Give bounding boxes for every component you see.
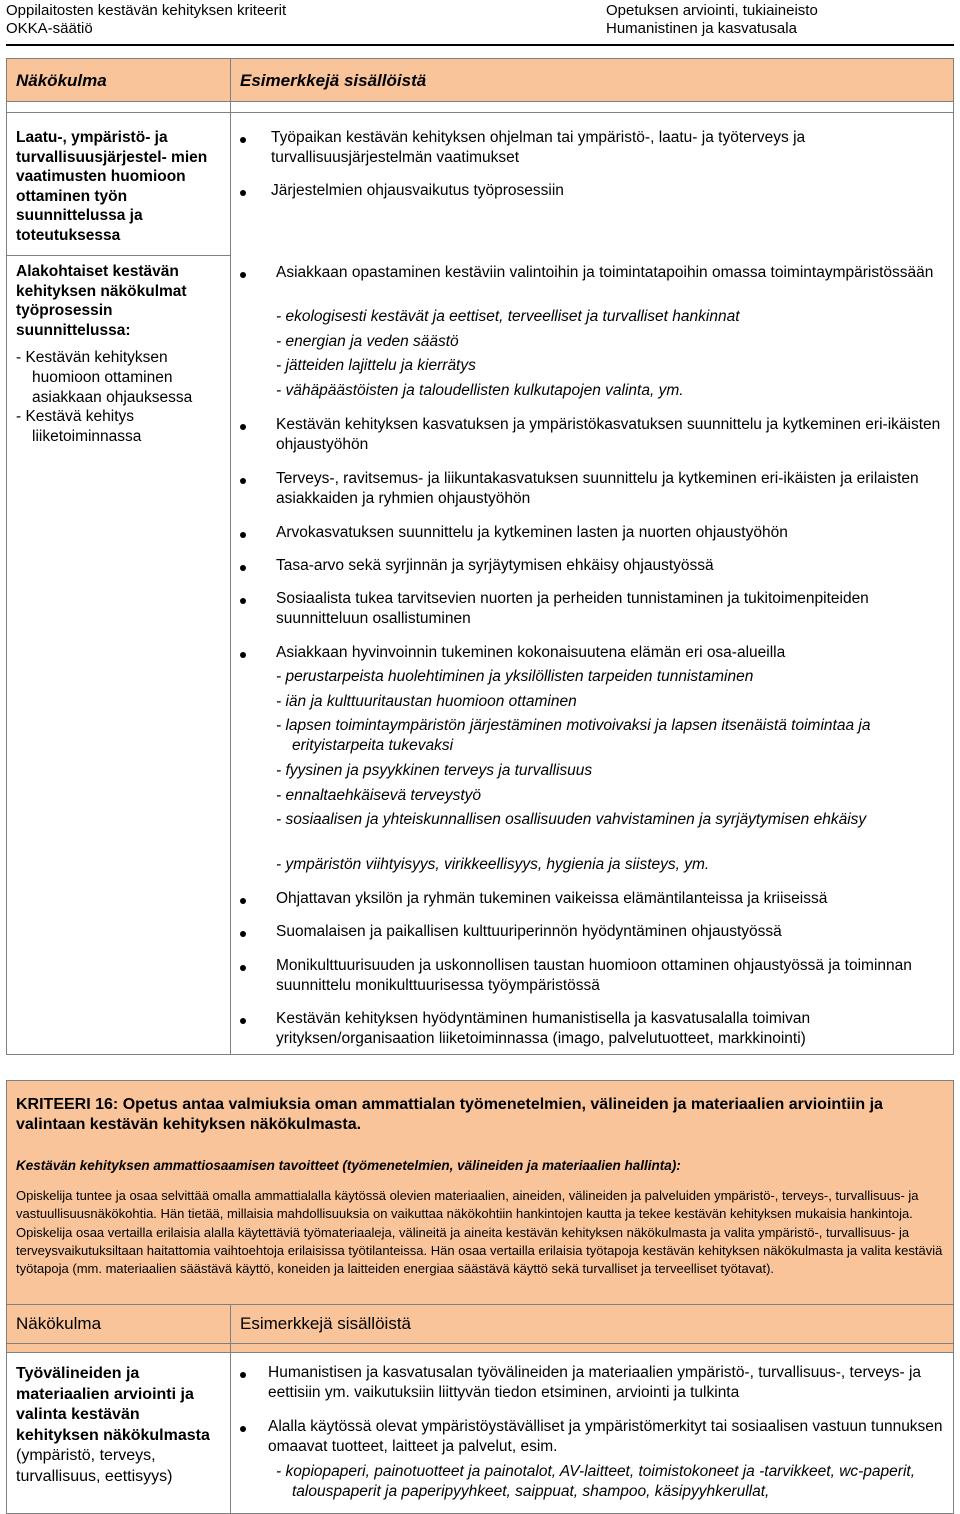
row2-item: Ohjattavan yksilön ja ryhmän tukeminen vaikeissa elämäntilanteissa ja kriiseissä [276,890,828,907]
table2-header-separator [7,1343,953,1344]
table2-item: Alalla käytössä olevat ympäristöystävälliset ja ympäristömerkityt tai sosiaalisen vastuun tunnuksen omaavat tuotteet, laitteet ja palvelut, esim. [268,1418,943,1455]
row2-item: Arvokasvatuksen suunnittelu ja kytkeminen lasten ja nuorten ohjaustyöhön [276,524,788,541]
row2-left-item: - Kestävä kehitys liiketoiminnassa [16,408,142,445]
row2-item: Asiakkaan hyvinvoinnin tukeminen kokonaisuutena elämän eri osa-alueilla [276,644,786,661]
row2-subitem: - ympäristön viihtyisyys, virikkeellisyys, hygienia ja siisteys, ym. [276,856,710,873]
table1-row-separator [7,255,230,256]
row2-item: Tasa-arvo sekä syrjinnän ja syrjäytymisen ehkäisy ohjaustyössä [276,557,714,574]
criterion-subtitle: Kestävän kehityksen ammattiosaamisen tavoitteet (työmenetelmien, välineiden ja materiaalien hallinta): [16,1158,681,1173]
header-right-line1: Opetuksen arviointi, tukiaineisto [606,2,818,19]
bullet-dot [240,532,246,538]
row2-subitem: - vähäpäästöisten ja taloudellisten kulkutapojen valinta, ym. [276,382,684,399]
row1-left-text: Laatu-, ympäristö- ja turvallisuusjärjestel- mien vaatimusten huomioon ottaminen työn suunnittelussa ja toteutuksessa [16,129,208,244]
row2-subitem: - jätteiden lajittelu ja kierrätys [276,357,476,374]
table1-col2-header: Esimerkkejä sisällöistä [240,71,427,90]
row2-subitem: - sosiaalisen ja yhteiskunnallisen osallisuuden vahvistaminen ja syrjäytymisen ehkäisy [276,811,867,828]
row2-subitem: - fyysinen ja psyykkinen terveys ja turvallisuus [276,762,593,779]
row2-item: Sosiaalista tukea tarvitsevien nuorten ja perheiden tunnistaminen ja tukitoimenpiteiden suunnitteluun osallistuminen [276,590,869,627]
row2-item: Terveys-, ravitsemus- ja liikuntakasvatuksen suunnittelu ja kytkeminen eri-ikäisten ja erilaisten asiakkaiden ja ryhmien ohjaustyöhön [276,470,919,507]
table2-column-divider [230,1305,231,1513]
table1-row1-left [16,128,216,246]
bullet-dot [240,272,246,278]
header-left [6,2,286,38]
row2-subitem: - perustarpeista huolehtiminen ja yksilöllisten tarpeiden tunnistaminen [276,668,754,685]
bullet-dot [240,424,246,430]
table1-header-separator [7,101,953,102]
table2-left-normal: (ympäristö, terveys, turvallisuus, eettisyys) [16,1447,173,1485]
row1-item: Järjestelmien ohjausvaikutus työprosessiin [271,182,564,199]
bullet-dot [240,1018,246,1024]
bullet-dot [240,652,246,658]
table2-item: Humanistisen ja kasvatusalan työvälineiden ja materiaalien ympäristö-, turvallisuus-, terveys- ja eettisiin ym. vaikutuksiin liittyvän tiedon etsiminen, arviointi ja tulkinta [268,1364,922,1401]
table1-header-separator-2 [7,112,953,113]
bullet-dot [240,1426,246,1432]
header-left-line1: Oppilaitosten kestävän kehityksen kriteerit [6,2,287,19]
bullet-dot [240,137,246,143]
row2-item: Asiakkaan opastaminen kestäviin valintoihin ja toimintatapoihin omassa toimintaympäristössään [276,264,934,281]
row2-item: Suomalaisen ja paikallisen kulttuuriperinnön hyödyntäminen ohjaustyössä [276,923,782,940]
row2-subitem: - lapsen toimintaympäristön järjestäminen motivoivaksi ja lapsen itsenäistä toimintaa ja erityistarpeita tukevaksi [276,717,871,754]
table2-col1-header: Näkökulma [16,1314,102,1333]
table2-col2-header: Esimerkkejä sisällöistä [240,1314,411,1333]
row2-subitem: - iän ja kulttuuritaustan huomioon ottaminen [276,693,577,710]
header-right [606,2,818,38]
bullet-dot [240,565,246,571]
page-header [0,0,960,42]
row2-subitem: - ennaltaehkäisevä terveystyö [276,787,482,804]
bullet-dot [240,898,246,904]
table2-left-bold: Työvälineiden ja materiaalien arviointi ja valinta kestävän kehityksen näkökulmasta [16,1365,210,1444]
row2-left-title: Alakohtaiset kestävän kehityksen näkökulmat työprosessin suunnittelussa: [16,263,187,339]
bullet-dot [240,598,246,604]
criterion-body: Opiskelija tuntee ja osaa selvittää omalla ammattialalla käytössä olevien materiaalien, aineiden, välineiden ja palveluiden ympäristö-, terveys-, turvallisuus- ja vastuullisuusnäkökohtia. Hän tietää, millaisia mahdollisuuksia on vaikuttaa näkökohtiin hankintojen kautta ja tekee kestävän kehityksen mukaisia hankintoja. Opiskelija osaa vertailla erilaisia alalla käytettäviä työmateriaaleja, välineitä ja aineita kestävän kehityksen näkökulmasta ja valita ympäristö-, turvallisuus- ja terveysvaikutuksiltaan haitattomia vaihtoehtoja erilaisissa työtilanteissa. Hän osaa vertailla erilaisia työtapoja kestävän kehityksen näkökulmasta ja valita kestäviä työtapoja (mm. materiaalien säästävä käyttö, koneiden ja laitteiden energiaa säästävä käyttö sekä turvalliset ja terveelliset työtavat). [16,1188,943,1277]
table2-header-top [7,1304,953,1305]
table1-col1-header: Näkökulma [16,71,107,90]
row2-subitem: - energian ja veden säästö [276,333,459,350]
bullet-dot [240,1372,246,1378]
row2-item: Monikulttuurisuuden ja uskonnollisen taustan huomioon ottaminen ohjaustyössä ja toiminnan suunnittelu monikulttuurisessa työympäristössä [276,957,912,994]
table2-header-separator-2 [7,1352,953,1353]
criterion-title: KRITEERI 16: Opetus antaa valmiuksia oman ammattialan työmenetelmien, välineiden ja materiaalien arviointiin ja valintaan kestävän kehityksen näkökulmasta. [16,1096,883,1133]
table2-subitem: - kopiopaperi, painotuotteet ja painotalot, AV-laitteet, toimistokoneet ja -tarvikkeet, wc-paperit, talouspaperit ja paperipyyhkeet, saippuat, shampoo, käsipyyhkerullat, [276,1463,916,1500]
row2-item: Kestävän kehityksen hyödyntäminen humanistisella ja kasvatusalalla toimivan yrityksen/organisaation liiketoiminnassa (imago, palvelutuotteet, markkinointi) [276,1010,811,1047]
row2-item: Kestävän kehityksen kasvatuksen ja ympäristökasvatuksen suunnittelu ja kytkeminen eri-ikäisten ohjaustyöhön [276,416,941,453]
row1-item: Työpaikan kestävän kehityksen ohjelman tai ympäristö-, laatu- ja työterveys ja turvallisuusjärjestelmän vaatimukset [271,129,806,166]
header-divider [6,44,954,46]
bullet-dot [240,190,246,196]
table2-row-left [16,1364,226,1487]
table1-column-divider [230,59,231,1054]
table1-row2-left [16,262,221,446]
row2-subitem: - ekologisesti kestävät ja eettiset, terveelliset ja turvalliset hankinnat [276,308,740,325]
table1-header-row [7,59,953,101]
bullet-dot [240,478,246,484]
row2-left-item: - Kestävän kehityksen huomioon ottaminen asiakkaan ohjauksessa [16,349,193,406]
header-right-line2: Humanistinen ja kasvatusala [606,20,797,37]
header-left-line2: OKKA-säätiö [6,20,93,37]
bullet-dot [240,965,246,971]
bullet-dot [240,931,246,937]
